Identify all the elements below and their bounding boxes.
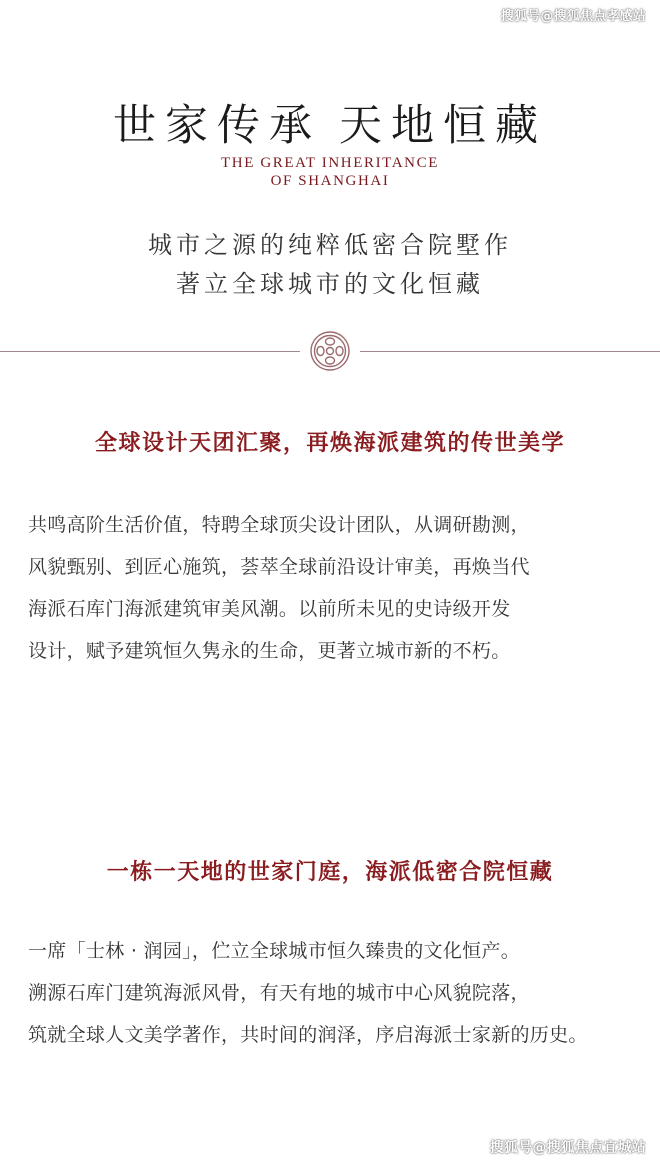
page-title — [0, 92, 660, 153]
paragraph-line: 一席「士林 · 润园」，伫立全球城市恒久臻贵的文化恒产。 — [28, 940, 521, 962]
watermark-top: 搜狐号@搜狐焦点孝感站 — [500, 9, 646, 24]
divider-right — [360, 351, 660, 352]
paragraph-line: 共鸣高阶生活价值，特聘全球顶尖设计团队，从调研勘测， — [28, 514, 530, 536]
subtitle-line-2: 著立全球城市的文化恒藏 — [176, 270, 484, 298]
divider-left — [0, 351, 300, 352]
paragraph-line: 设计，赋予建筑恒久隽永的生命，更著立城市新的不朽。 — [28, 640, 511, 662]
title-part-1: 世家传承 — [113, 101, 321, 151]
paragraph-line: 风貌甄别、到匠心施筑，荟萃全球前沿设计审美，再焕当代 — [28, 556, 530, 578]
paragraph-line: 溯源石库门建筑海派风骨，有天有地的城市中心风貌院落， — [28, 982, 530, 1004]
section-1-paragraph — [28, 504, 638, 672]
ornament-emblem-icon — [309, 330, 351, 372]
paragraph-line: 筑就全球人文美学著作，共时间的润泽，序启海派士家新的历史。 — [28, 1024, 588, 1046]
watermark-bottom: 搜狐号@搜狐焦点宜城站 — [489, 1140, 646, 1156]
section-1-heading: 全球设计天团汇聚，再焕海派建筑的传世美学 — [94, 431, 565, 456]
section-2-heading: 一栋一天地的世家门庭，海派低密合院恒藏 — [106, 860, 554, 885]
section-2-paragraph — [28, 930, 638, 1056]
english-title-line-1: THE GREAT INHERITANCE — [221, 155, 439, 171]
subtitle-line-1: 城市之源的纯粹低密合院墅作 — [148, 231, 512, 259]
english-title-line-2: OF SHANGHAI — [270, 173, 390, 189]
paragraph-line: 海派石库门海派建筑审美风潮。以前所未见的史诗级开发 — [28, 598, 511, 620]
title-part-2: 天地恒藏 — [339, 101, 547, 151]
